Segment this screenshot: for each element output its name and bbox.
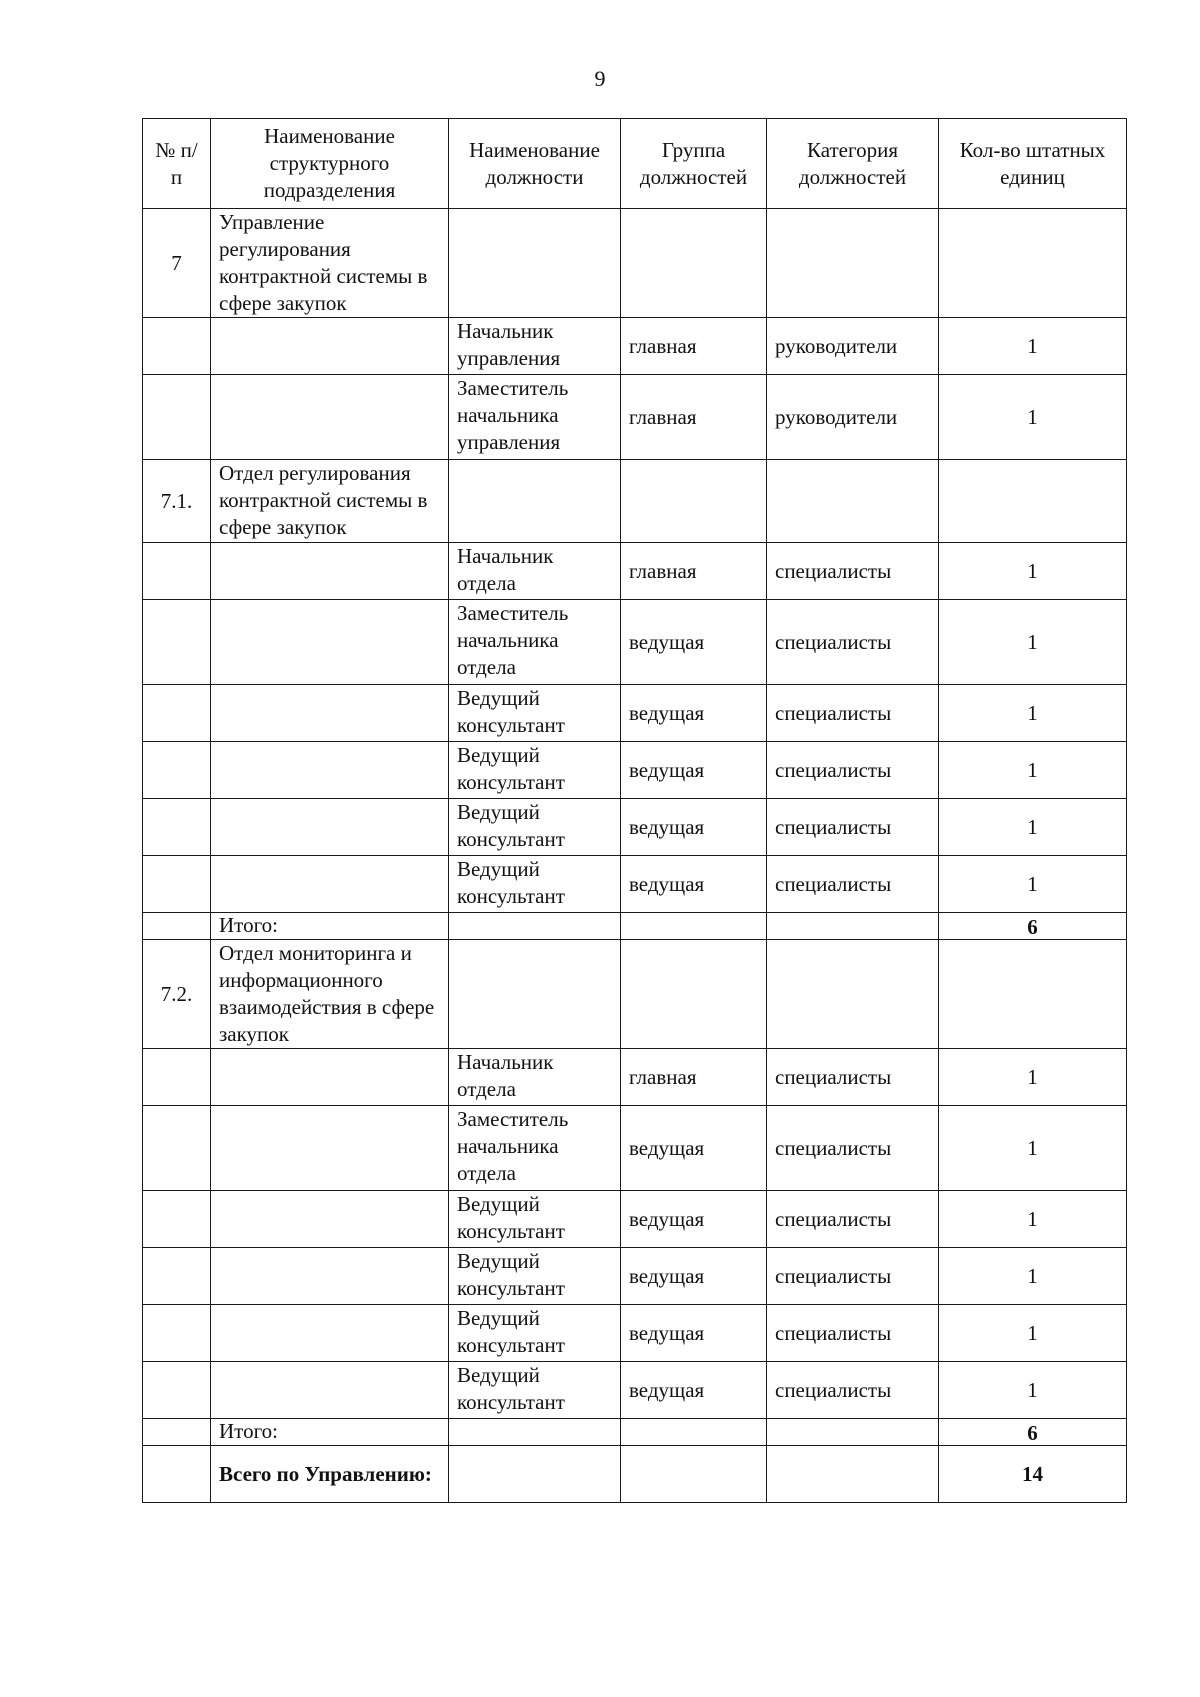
staffing-table: [142, 118, 1127, 1503]
cell-group: главная: [621, 375, 767, 460]
cell-unit: [211, 856, 449, 913]
cell-category: [767, 460, 939, 543]
cell-category: специалисты: [767, 1248, 939, 1305]
cell-unit: [211, 1305, 449, 1362]
header-unit: Наименование структурного подразделения: [211, 119, 449, 209]
cell-count: 1: [939, 318, 1127, 375]
table-row: [143, 1362, 1127, 1419]
cell-group: ведущая: [621, 1106, 767, 1191]
grand-total-row: [143, 1446, 1127, 1503]
cell-count: [939, 940, 1127, 1049]
cell-category: руководители: [767, 375, 939, 460]
header-position: Наименование должности: [449, 119, 621, 209]
cell-category: специалисты: [767, 1305, 939, 1362]
header-num: № п/п: [143, 119, 211, 209]
cell-unit: [211, 799, 449, 856]
subtotal-row: [143, 913, 1127, 940]
cell-category: руководители: [767, 318, 939, 375]
cell-count: 1: [939, 600, 1127, 685]
cell-unit: [211, 1248, 449, 1305]
cell-position: [449, 913, 621, 940]
table-row: [143, 856, 1127, 913]
page-number: 9: [594, 66, 606, 91]
cell-position: Ведущий консультант: [449, 1305, 621, 1362]
cell-position: [449, 1446, 621, 1503]
cell-num: [143, 913, 211, 940]
cell-group: ведущая: [621, 1248, 767, 1305]
cell-num: [143, 1362, 211, 1419]
cell-unit: Управление регулирования контрактной системы в сфере закупок: [211, 209, 449, 318]
cell-category: специалисты: [767, 1362, 939, 1419]
cell-num: [143, 1049, 211, 1106]
cell-position: Ведущий консультант: [449, 685, 621, 742]
cell-category: специалисты: [767, 856, 939, 913]
cell-position: Заместитель начальника управления: [449, 375, 621, 460]
cell-category: специалисты: [767, 685, 939, 742]
cell-group: [621, 209, 767, 318]
cell-count: [939, 209, 1127, 318]
cell-count: 14: [939, 1446, 1127, 1503]
cell-category: специалисты: [767, 1191, 939, 1248]
table-row: [143, 1191, 1127, 1248]
cell-group: [621, 460, 767, 543]
cell-count: 1: [939, 742, 1127, 799]
cell-num: [143, 1191, 211, 1248]
table-row: [143, 742, 1127, 799]
table-row: [143, 209, 1127, 318]
table-row: [143, 799, 1127, 856]
cell-count: 1: [939, 1362, 1127, 1419]
cell-group: [621, 913, 767, 940]
cell-group: ведущая: [621, 600, 767, 685]
cell-num: [143, 856, 211, 913]
cell-unit: Всего по Управлению:: [211, 1446, 449, 1503]
table-row: [143, 1305, 1127, 1362]
table-row: [143, 1049, 1127, 1106]
cell-group: [621, 940, 767, 1049]
table-row: [143, 318, 1127, 375]
cell-group: ведущая: [621, 685, 767, 742]
cell-unit: [211, 1049, 449, 1106]
table-row: [143, 1248, 1127, 1305]
cell-position: [449, 1419, 621, 1446]
cell-unit: Отдел мониторинга и информационного взаимодействия в сфере закупок: [211, 940, 449, 1049]
cell-category: [767, 940, 939, 1049]
cell-unit: Итого:: [211, 1419, 449, 1446]
cell-count: 1: [939, 1191, 1127, 1248]
cell-num: 7.1.: [143, 460, 211, 543]
cell-count: 6: [939, 1419, 1127, 1446]
cell-count: 1: [939, 799, 1127, 856]
cell-group: ведущая: [621, 1191, 767, 1248]
cell-unit: Отдел регулирования контрактной системы в сфере закупок: [211, 460, 449, 543]
cell-position: Ведущий консультант: [449, 1191, 621, 1248]
cell-category: [767, 209, 939, 318]
cell-position: Начальник управления: [449, 318, 621, 375]
cell-num: [143, 685, 211, 742]
cell-position: [449, 209, 621, 318]
table-row: [143, 543, 1127, 600]
table-header-row: [143, 119, 1127, 209]
cell-count: 1: [939, 1305, 1127, 1362]
cell-num: [143, 600, 211, 685]
header-count: Кол-во штатных единиц: [939, 119, 1127, 209]
cell-category: [767, 913, 939, 940]
cell-position: Начальник отдела: [449, 1049, 621, 1106]
cell-category: [767, 1419, 939, 1446]
header-category: Категория должностей: [767, 119, 939, 209]
cell-num: [143, 742, 211, 799]
cell-unit: [211, 600, 449, 685]
cell-category: специалисты: [767, 600, 939, 685]
table-row: [143, 1106, 1127, 1191]
cell-unit: [211, 375, 449, 460]
table-row: [143, 685, 1127, 742]
table-row: [143, 460, 1127, 543]
cell-category: специалисты: [767, 799, 939, 856]
cell-unit: Итого:: [211, 913, 449, 940]
cell-num: [143, 1248, 211, 1305]
cell-num: 7.2.: [143, 940, 211, 1049]
cell-unit: [211, 742, 449, 799]
cell-count: 1: [939, 543, 1127, 600]
subtotal-row: [143, 1419, 1127, 1446]
cell-count: 1: [939, 856, 1127, 913]
cell-position: Ведущий консультант: [449, 856, 621, 913]
cell-group: ведущая: [621, 1305, 767, 1362]
table-row: [143, 600, 1127, 685]
cell-position: Ведущий консультант: [449, 742, 621, 799]
cell-position: Начальник отдела: [449, 543, 621, 600]
cell-num: [143, 799, 211, 856]
cell-count: [939, 460, 1127, 543]
cell-num: [143, 1106, 211, 1191]
cell-position: Ведущий консультант: [449, 799, 621, 856]
cell-category: [767, 1446, 939, 1503]
cell-group: ведущая: [621, 1362, 767, 1419]
cell-group: ведущая: [621, 742, 767, 799]
cell-unit: [211, 1362, 449, 1419]
cell-num: [143, 543, 211, 600]
cell-group: главная: [621, 318, 767, 375]
cell-position: [449, 460, 621, 543]
header-group: Группа должностей: [621, 119, 767, 209]
cell-position: Заместитель начальника отдела: [449, 1106, 621, 1191]
cell-num: [143, 1419, 211, 1446]
cell-num: [143, 318, 211, 375]
cell-position: Ведущий консультант: [449, 1362, 621, 1419]
cell-unit: [211, 1106, 449, 1191]
cell-position: Заместитель начальника отдела: [449, 600, 621, 685]
cell-count: 1: [939, 1106, 1127, 1191]
cell-group: [621, 1446, 767, 1503]
cell-num: [143, 375, 211, 460]
table-row: [143, 940, 1127, 1049]
table-row: [143, 375, 1127, 460]
cell-unit: [211, 1191, 449, 1248]
cell-group: главная: [621, 543, 767, 600]
cell-count: 1: [939, 1049, 1127, 1106]
cell-unit: [211, 543, 449, 600]
cell-group: ведущая: [621, 856, 767, 913]
cell-position: Ведущий консультант: [449, 1248, 621, 1305]
cell-category: специалисты: [767, 543, 939, 600]
cell-group: [621, 1419, 767, 1446]
cell-category: специалисты: [767, 1049, 939, 1106]
cell-group: главная: [621, 1049, 767, 1106]
cell-num: [143, 1305, 211, 1362]
cell-count: 1: [939, 1248, 1127, 1305]
cell-unit: [211, 685, 449, 742]
cell-category: специалисты: [767, 742, 939, 799]
cell-num: 7: [143, 209, 211, 318]
cell-num: [143, 1446, 211, 1503]
cell-count: 6: [939, 913, 1127, 940]
cell-count: 1: [939, 375, 1127, 460]
cell-group: ведущая: [621, 799, 767, 856]
cell-position: [449, 940, 621, 1049]
cell-count: 1: [939, 685, 1127, 742]
cell-unit: [211, 318, 449, 375]
cell-category: специалисты: [767, 1106, 939, 1191]
